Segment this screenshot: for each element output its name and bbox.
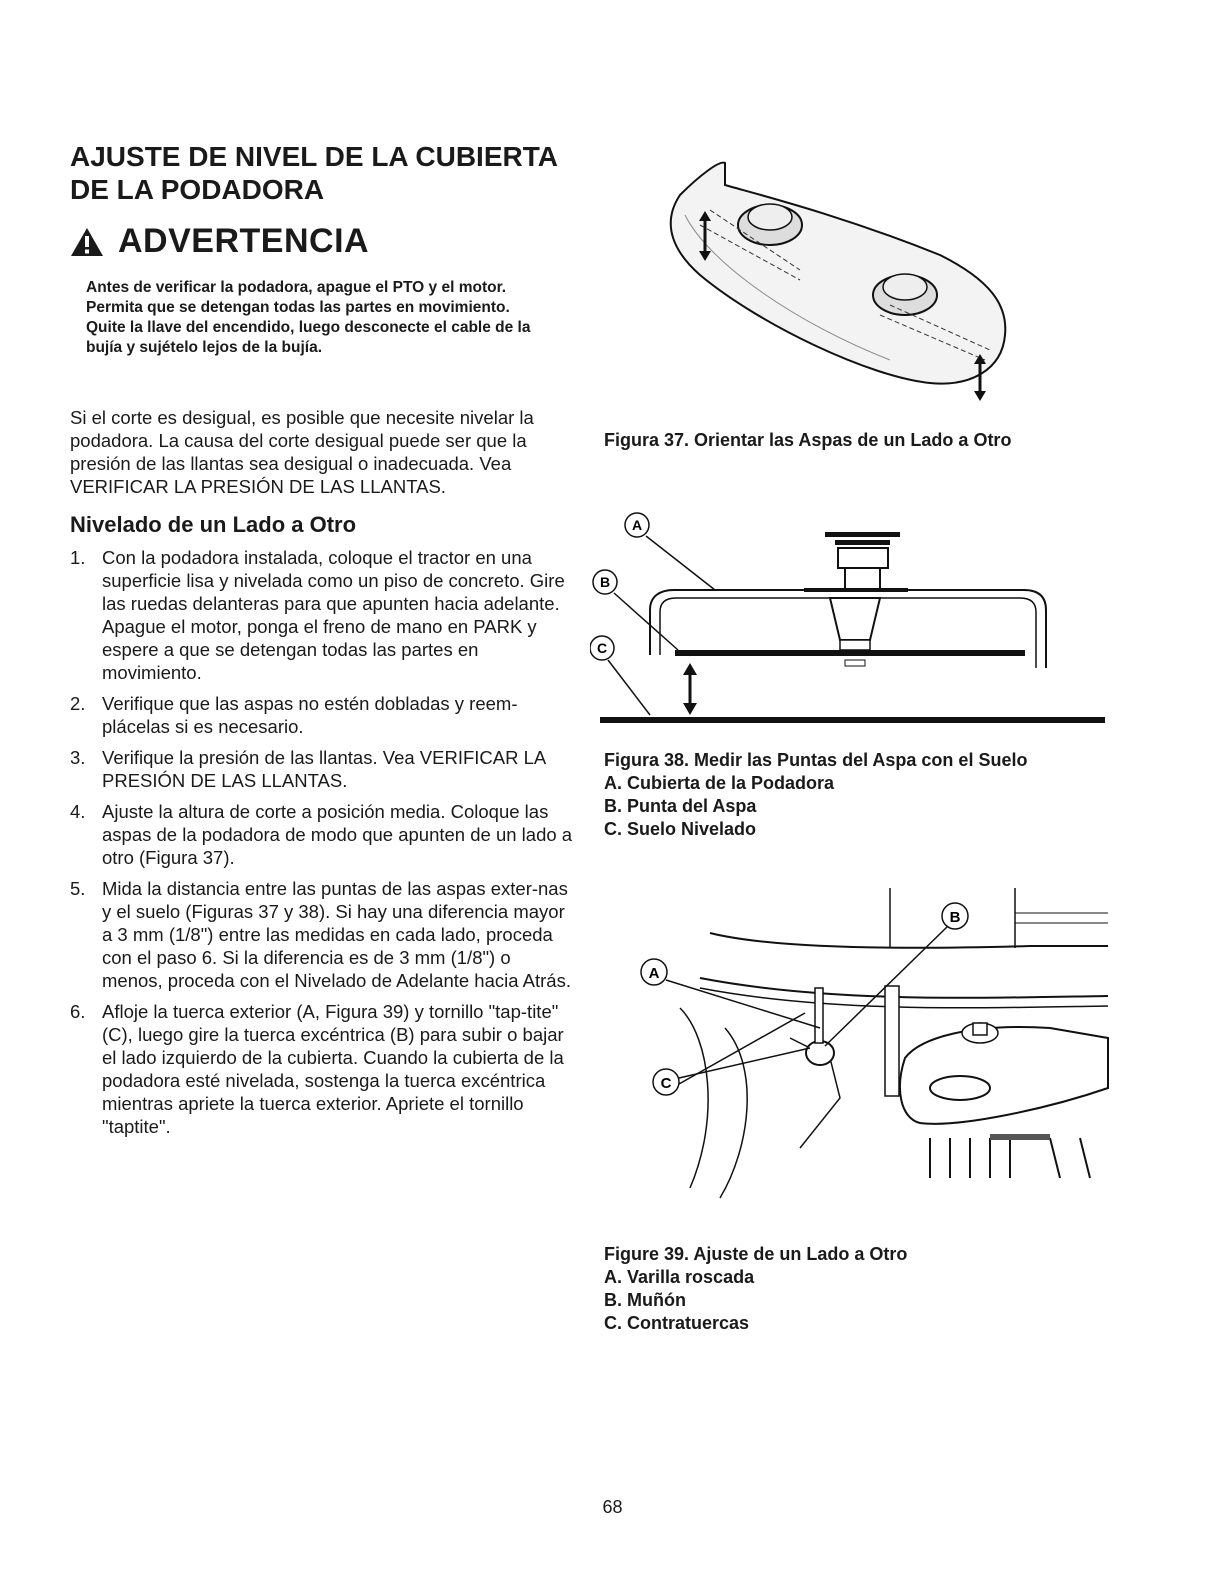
- step-number: 3.: [70, 747, 86, 768]
- figure-37-deck-illustration: [640, 155, 1020, 405]
- page-number: 68: [602, 1497, 623, 1517]
- figure-39-caption: Figure 39. Ajuste de un Lado a Otro: [604, 1244, 908, 1264]
- callout-a: [641, 959, 667, 985]
- figure-39-legend-c: C. Contratuercas: [604, 1313, 750, 1333]
- callout-c: [653, 1069, 679, 1095]
- callout-b-label: B: [599, 574, 611, 590]
- intro-paragraph: Si el corte es desigual, es posible que necesite nivelar la podadora. La causa del corte desigual puede ser que la presión de las llantas sea desigual o inadecuada. Vea VERIFICAR LA PRESIÓN DE LAS LLANTAS.: [70, 407, 534, 497]
- figure-39-legend-a: A. Varilla roscada: [604, 1267, 755, 1287]
- callout-c-label: C: [660, 1075, 672, 1092]
- section-title: AJUSTE DE NIVEL DE LA CUBIERTA DE LA PODADORA: [70, 141, 557, 205]
- figure-39-legend-b: B. Muñón: [604, 1290, 686, 1310]
- list-item: [70, 692, 575, 738]
- step-number: 6.: [70, 1001, 86, 1022]
- list-item: [70, 1000, 575, 1138]
- step-text: Verifique la presión de las llantas. Vea VERIFICAR LA PRESIÓN DE LAS LLANTAS.: [102, 747, 546, 791]
- warning-triangle-icon: [70, 227, 104, 257]
- list-item: [70, 800, 575, 869]
- figure-39-caption-block: [604, 1243, 907, 1335]
- figure-37-caption: Figura 37. Orientar las Aspas de un Lado a Otro: [604, 430, 1012, 450]
- callout-a: [625, 513, 649, 537]
- list-item: [70, 746, 575, 792]
- figure-38-blade-illustration: [590, 510, 1110, 725]
- warning-title: ADVERTENCIA: [118, 222, 370, 260]
- figure-38-caption: Figura 38. Medir las Puntas del Aspa con el Suelo: [604, 750, 1028, 770]
- step-text: Verifique que las aspas no estén dobladas y reem-plácelas si es necesario.: [102, 693, 518, 737]
- callout-a-label: A: [631, 517, 643, 533]
- steps-list: [70, 546, 575, 1146]
- callout-a-label: A: [648, 965, 660, 982]
- step-number: 2.: [70, 693, 86, 714]
- subsection-title: Nivelado de un Lado a Otro: [70, 512, 357, 537]
- warning-heading: [70, 222, 369, 261]
- callout-b-label: B: [949, 909, 961, 926]
- callout-c-label: C: [596, 640, 608, 656]
- figure-38-legend-c: C. Suelo Nivelado: [604, 819, 757, 839]
- step-text: Afloje la tuerca exterior (A, Figura 39) y tornillo "tap-tite" (C), luego gire la tuerca excéntrica (B) para subir o bajar el lado izquierdo de la cubierta. Cuando la cubierta de la podadora esté nivelada, sostenga la tuerca excéntrica mientras apriete la tuerca exterior. Apriete el tornillo "taptite".: [102, 1001, 564, 1137]
- list-item: [70, 546, 575, 684]
- step-number: 5.: [70, 878, 86, 899]
- callout-b: [593, 570, 617, 594]
- step-text: Ajuste la altura de corte a posición media. Coloque las aspas de la podadora de modo que apunten de un lado a otro (Figura 37).: [102, 801, 573, 868]
- figure-38-caption-block: [604, 749, 1027, 841]
- step-text: Con la podadora instalada, coloque el tractor en una superficie lisa y nivelada como un piso de concreto. Gire las ruedas delanteras para que apunten hacia adelante. Apague el motor, ponga el freno de mano en PARK y espere a que se detengan todas las partes en movimiento.: [102, 547, 565, 683]
- callout-b: [942, 903, 968, 929]
- callout-c: [590, 636, 614, 660]
- step-text: Mida la distancia entre las puntas de las aspas exter-nas y el suelo (Figuras 37 y 38). Si hay una diferencia mayor a 3 mm (1/8") entre las medidas en cada lado, proceda con el paso 6. Si la diferencia es de 3 mm (1/8") o menos, proceda con el Nivelado de Adelante hacia Atrás.: [102, 878, 571, 991]
- warning-text: Antes de verificar la podadora, apague el PTO y el motor. Permita que se detengan todas las partes en movimiento. Quite la llave del encendido, luego desconecte el cable de la bujía y sujételo lejos de la bujía.: [86, 279, 531, 356]
- step-number: 1.: [70, 547, 86, 568]
- figure-39-adjustment-illustration: [630, 888, 1110, 1233]
- step-number: 4.: [70, 801, 86, 822]
- figure-38-legend-a: A. Cubierta de la Podadora: [604, 773, 835, 793]
- list-item: [70, 877, 575, 992]
- figure-38-legend-b: B. Punta del Aspa: [604, 796, 757, 816]
